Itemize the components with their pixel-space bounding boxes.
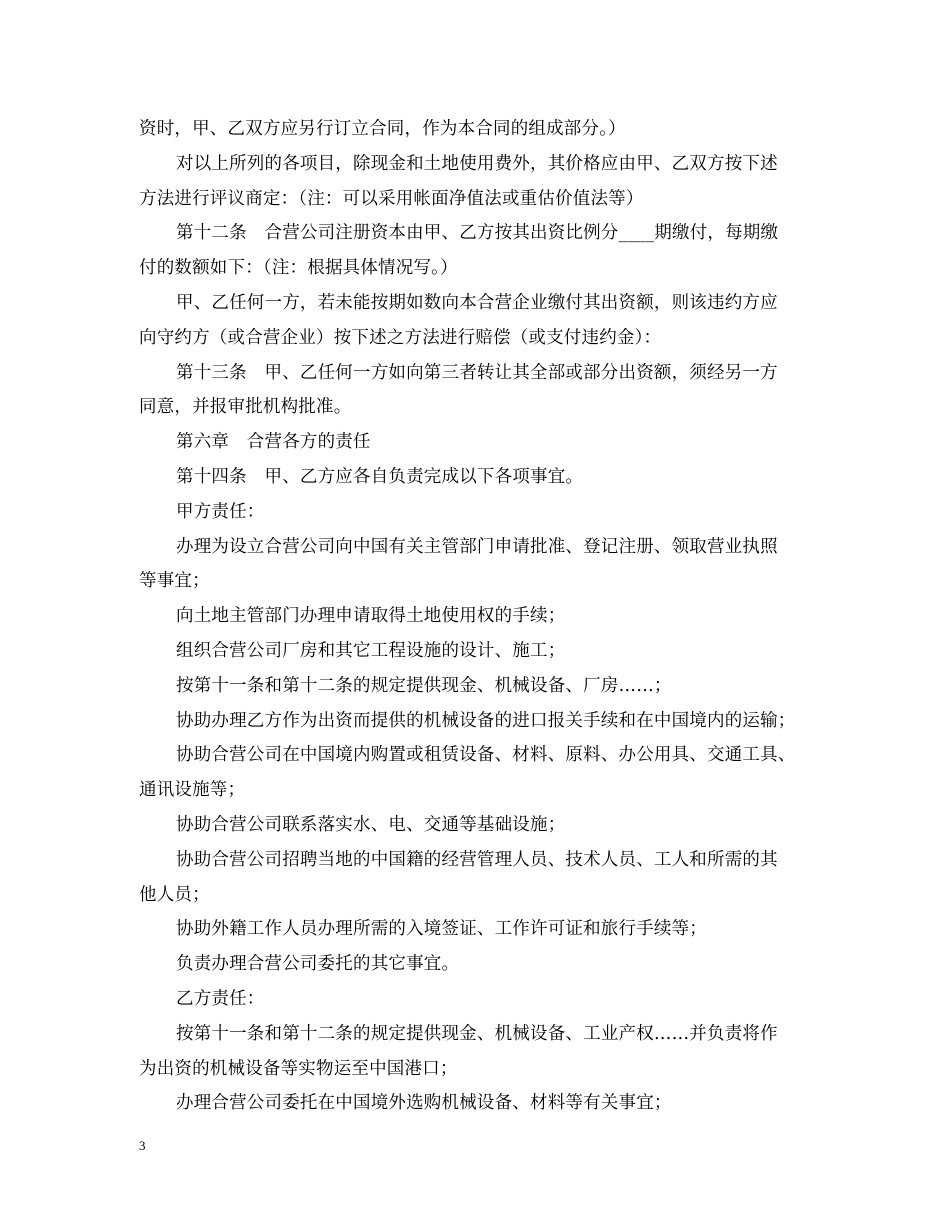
paragraph-first-line: 第六章 合营各方的责任 (176, 432, 371, 453)
paragraph-first-line: 第十三条 甲、乙任何一方如向第三者转让其全部或部分出资额，须经另一方 (176, 362, 778, 383)
paragraph-first-line: 第十二条 合营公司注册资本由甲、乙方按其出资比例分____期缴付，每期缴 (176, 223, 779, 244)
paragraph-first-line: 办理为设立合营公司向中国有关主管部门申请批准、登记注册、领取营业执照 (176, 536, 778, 557)
paragraph-first-line: 第十四条 甲、乙方应各自负责完成以下各项事宜。 (176, 466, 584, 487)
paragraph-first-line: 协助外籍工作人员办理所需的入境签证、工作许可证和旅行手续等； (176, 919, 707, 940)
paragraph-first-line: 按第十一条和第十二条的规定提供现金、机械设备、工业产权……并负责将作 (176, 1023, 778, 1044)
paragraph-continuation-line: 为出资的机械设备等实物运至中国港口； (139, 1058, 458, 1079)
paragraph-first-line: 按第十一条和第十二条的规定提供现金、机械设备、厂房……； (176, 675, 672, 696)
paragraph-continuation-line: 向守约方（或合营企业）按下述之方法进行赔偿（或支付违约金）： (139, 327, 662, 348)
paragraph-continuation-line: 方法进行评议商定：（注：可以采用帐面净值法或重估价值法等） (139, 188, 644, 209)
paragraph-first-line: 乙方责任： (176, 988, 265, 1009)
paragraph-first-line: 对以上所列的各项目，除现金和土地使用费外，其价格应由甲、乙双方按下述 (176, 153, 778, 174)
paragraph-first-line: 向土地主管部门办理申请取得土地使用权的手续； (176, 606, 566, 627)
document-body (139, 112, 829, 1121)
paragraph-first-line: 负责办理合营公司委托的其它事宜。 (176, 954, 460, 975)
paragraph-first-line: 甲、乙任何一方，若未能按期如数向本合营企业缴付其出资额，则该违约方应 (176, 292, 778, 313)
page-number: 3 (139, 1138, 146, 1153)
paragraph-first-line: 甲方责任： (176, 501, 265, 522)
paragraph-continuation-line: 他人员； (139, 884, 210, 905)
paragraph-first-line: 协助合营公司招聘当地的中国籍的经营管理人员、技术人员、工人和所需的其 (176, 849, 778, 870)
paragraph-first-line: 协助合营公司联系落实水、电、交通等基础设施； (176, 814, 566, 835)
paragraph-continuation-line: 资时，甲、乙双方应另行订立合同，作为本合同的组成部分。） (139, 119, 626, 139)
paragraph-first-line: 组织合营公司厂房和其它工程设施的设计、施工； (176, 640, 566, 661)
paragraph-continuation-line: 同意，并报审批机构批准。 (139, 397, 352, 418)
paragraph-continuation-line: 等事宜； (139, 571, 210, 592)
paragraph-first-line: 协助办理乙方作为出资而提供的机械设备的进口报关手续和在中国境内的运输； (176, 710, 796, 731)
paragraph-first-line: 办理合营公司委托在中国境外选购机械设备、材料等有关事宜； (176, 1093, 672, 1114)
paragraph-continuation-line: 通讯设施等； (139, 780, 246, 801)
paragraph-continuation-line: 付的数额如下：（注：根据具体情况写。） (139, 258, 458, 279)
paragraph-first-line: 协助合营公司在中国境内购置或租赁设备、材料、原料、办公用具、交通工具、 (176, 745, 796, 766)
